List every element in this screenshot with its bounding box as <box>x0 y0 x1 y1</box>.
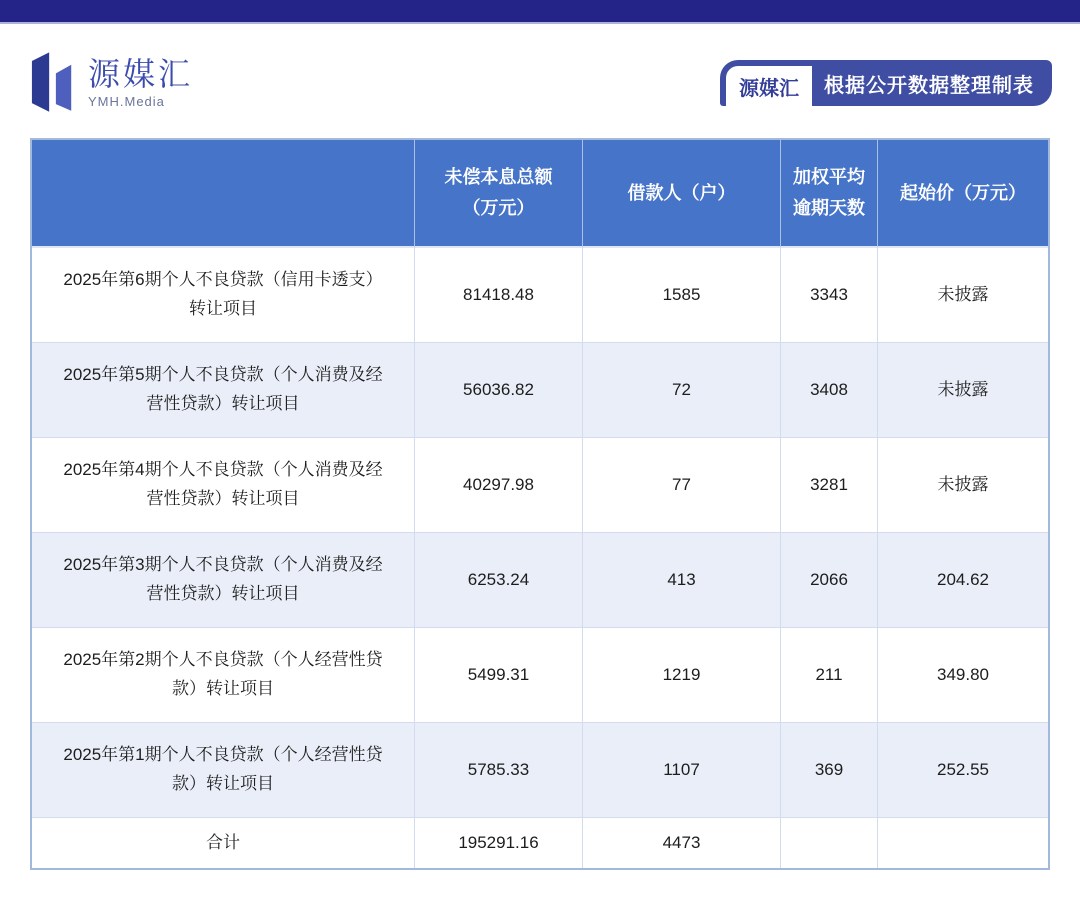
header-principal-line2: （万元） <box>462 198 535 218</box>
borrowers-cell: 72 <box>583 343 781 438</box>
principal-cell: 81418.48 <box>415 248 583 343</box>
project-name-cell: 2025年第6期个人不良贷款（信用卡透支）转让项目 <box>32 248 415 343</box>
borrowers-cell: 77 <box>583 438 781 533</box>
overdue-days-cell: 3408 <box>781 343 878 438</box>
header-cell-project <box>32 140 415 248</box>
table-row <box>32 723 1048 818</box>
top-accent-bar <box>0 0 1080 24</box>
principal-cell: 56036.82 <box>415 343 583 438</box>
overdue-days-cell: 3281 <box>781 438 878 533</box>
start-price-cell: 未披露 <box>878 343 1048 438</box>
borrowers-cell: 1107 <box>583 723 781 818</box>
project-name-cell: 2025年第3期个人不良贷款（个人消费及经营性贷款）转让项目 <box>32 533 415 628</box>
overdue-days-cell: 369 <box>781 723 878 818</box>
principal-cell: 6253.24 <box>415 533 583 628</box>
brand-logo <box>30 52 193 114</box>
header-cell-principal <box>415 140 583 248</box>
credit-badge-brand-label: 源媒汇 <box>726 66 812 106</box>
credit-badge <box>720 60 1052 106</box>
principal-cell: 5785.33 <box>415 723 583 818</box>
table-row <box>32 628 1048 723</box>
header-overdue-line2: 逾期天数 <box>793 198 865 218</box>
credit-badge-note: 根据公开数据整理制表 <box>824 74 1034 97</box>
principal-cell: 5499.31 <box>415 628 583 723</box>
start-price-cell: 未披露 <box>878 248 1048 343</box>
total-principal-cell: 195291.16 <box>415 818 583 868</box>
overdue-days-cell: 3343 <box>781 248 878 343</box>
header-cell-start-price: 起始价（万元） <box>878 140 1048 248</box>
table-row <box>32 248 1048 343</box>
header-overdue-line1: 加权平均 <box>793 167 865 188</box>
start-price-cell: 349.80 <box>878 628 1048 723</box>
borrowers-cell: 1219 <box>583 628 781 723</box>
header-cell-borrowers: 借款人（户） <box>583 140 781 248</box>
logo-subtext: YMH.Media <box>88 93 165 109</box>
masthead <box>0 24 1080 138</box>
start-price-cell: 未披露 <box>878 438 1048 533</box>
brand-text <box>88 57 193 108</box>
project-name-cell: 2025年第4期个人不良贷款（个人消费及经营性贷款）转让项目 <box>32 438 415 533</box>
table-row <box>32 438 1048 533</box>
overdue-days-cell: 211 <box>781 628 878 723</box>
project-name-cell: 2025年第5期个人不良贷款（个人消费及经营性贷款）转让项目 <box>32 343 415 438</box>
principal-cell: 40297.98 <box>415 438 583 533</box>
project-name-cell: 2025年第1期个人不良贷款（个人经营性贷款）转让项目 <box>32 723 415 818</box>
total-row <box>32 818 1048 868</box>
start-price-cell: 204.62 <box>878 533 1048 628</box>
total-borrowers-cell: 4473 <box>583 818 781 868</box>
header-row <box>32 140 1048 248</box>
total-start-price-cell <box>878 818 1048 868</box>
project-name-cell: 2025年第2期个人不良贷款（个人经营性贷款）转让项目 <box>32 628 415 723</box>
total-label-cell: 合计 <box>32 818 415 868</box>
ymh-logo-icon <box>30 52 76 114</box>
borrowers-cell: 1585 <box>583 248 781 343</box>
borrowers-cell: 413 <box>583 533 781 628</box>
total-overdue-cell <box>781 818 878 868</box>
header-cell-overdue <box>781 140 878 248</box>
overdue-days-cell: 2066 <box>781 533 878 628</box>
logo-text: 源媒汇 <box>88 56 194 93</box>
header-principal-line1: 未偿本息总额 <box>444 167 553 188</box>
table-row <box>32 533 1048 628</box>
table-row <box>32 343 1048 438</box>
start-price-cell: 252.55 <box>878 723 1048 818</box>
loan-transfer-table <box>30 138 1050 870</box>
